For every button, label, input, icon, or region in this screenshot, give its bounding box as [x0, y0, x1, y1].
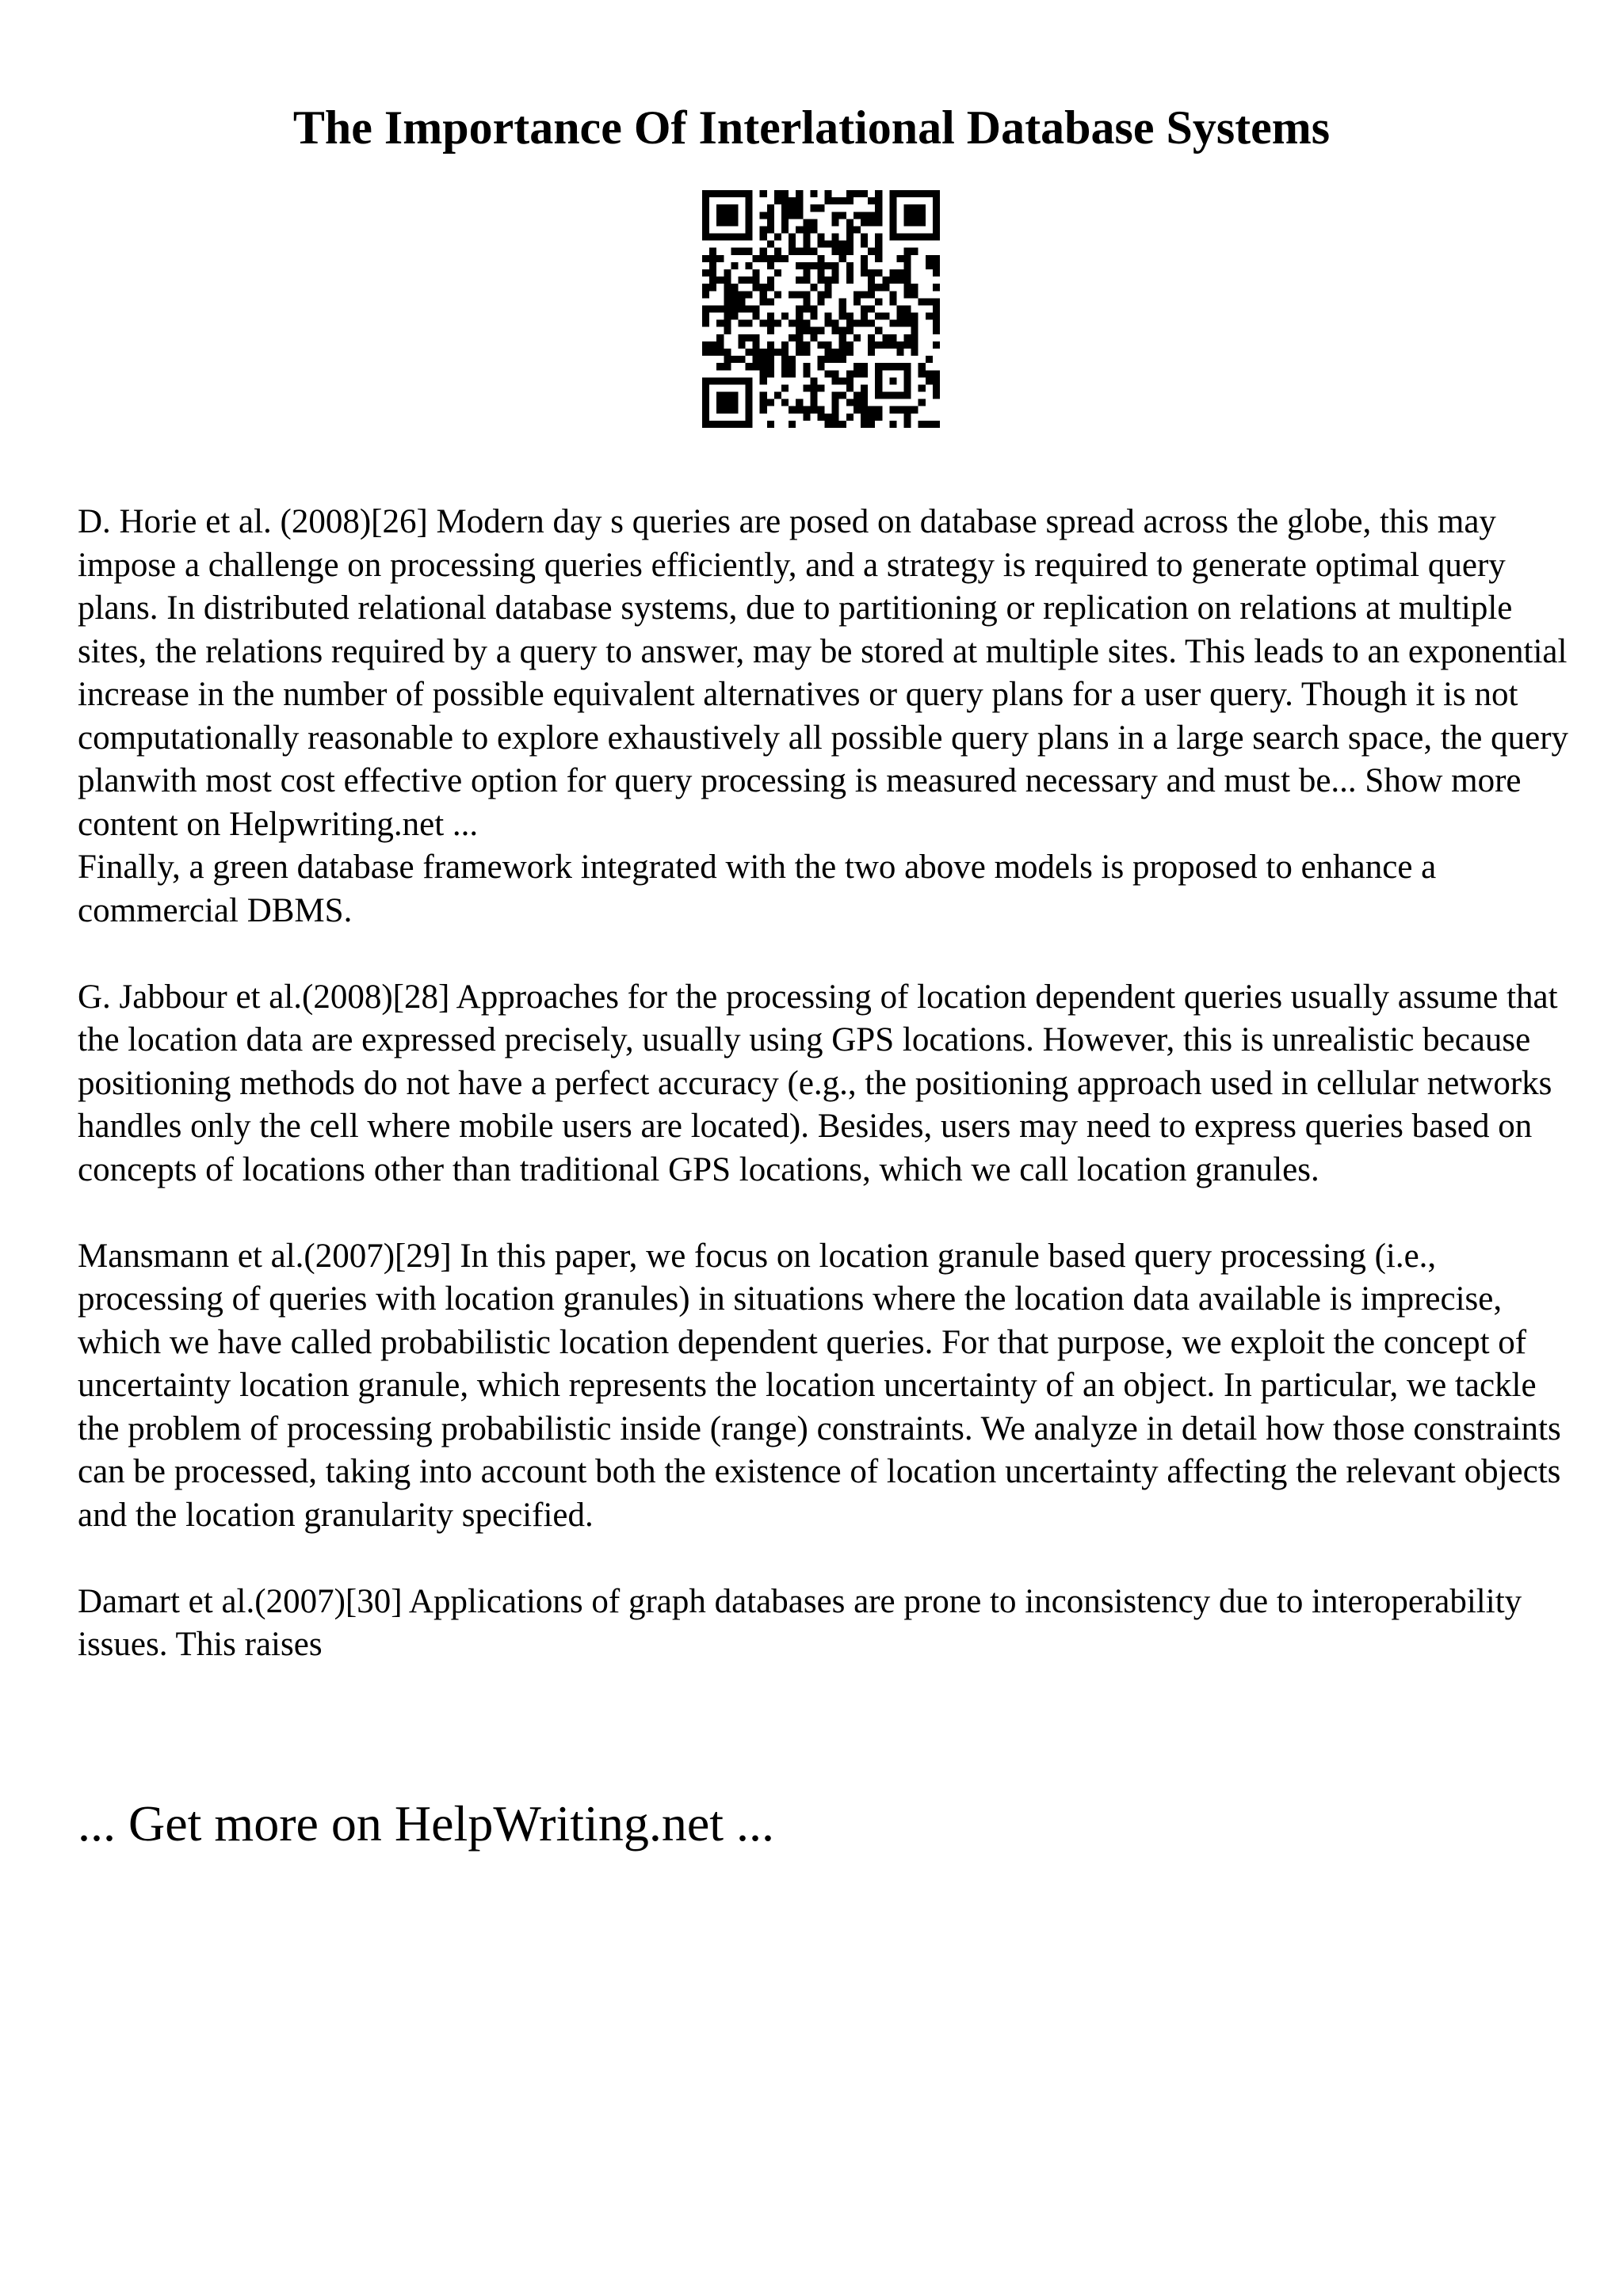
paragraph-mansmann: Mansmann et al.(2007)[29] In this paper, we focus on location granule based query processing (i.e., processing of queries with location granules) in situations where the location data available is imprecise, which we have called probabilistic location dependent queries. For that purpose, we exploit the concept of uncertainty location granule, which represents the location uncertainty of an object. In particular, we tackle the problem of processing probabilistic inside (range) constraints. We analyze in detail how those constraints can be processed, taking into account both the existence of location uncertainty affecting the relevant objects and the location granularity specified. — [78, 1237, 1561, 1534]
paragraph-horie: D. Horie et al. (2008)[26] Modern day s queries are posed on database spread across the globe, this may impose a challenge on processing queries efficiently, and a strategy is required to generate optimal query plans. In distributed relational database systems, due to partitioning or replication on relations at multiple sites, the relations required by a query to answer, may be stored at multiple sites. This leads to an exponential increase in the number of possible equivalent alternatives or query plans for a user query. Though it is not computationally reasonable to explore exhaustively all possible query plans in a large search space, the query planwith most cost effective option for query processing is measured necessary and must be... Show more content on Helpwriting.net ... — [78, 503, 1569, 843]
document-title: The Importance Of Interlational Database Systems — [292, 101, 1331, 154]
qr-code-icon — [702, 190, 940, 428]
paragraph-green-database: Finally, a green database framework integrated with the two above models is proposed to enhance a commercial DBMS. — [78, 849, 1437, 929]
paragraph-jabbour: G. Jabbour et al.(2008)[28] Approaches for the processing of location dependent queries usually assume that the location data are expressed precisely, usually using GPS locations. However, this is unrealistic because positioning methods do not have a perfect accuracy (e.g., the positioning approach used in cellular networks handles only the cell where mobile users are located). Besides, users may need to express queries based on concepts of locations other than traditional GPS locations, which we call location granules. — [78, 978, 1558, 1188]
document-body — [78, 501, 1569, 1667]
get-more-link[interactable]: ... Get more on HelpWriting.net ... — [78, 1795, 774, 1852]
paragraph-damart: Damart et al.(2007)[30] Applications of graph databases are prone to inconsistency due to interoperability issues. This raises — [78, 1582, 1522, 1663]
